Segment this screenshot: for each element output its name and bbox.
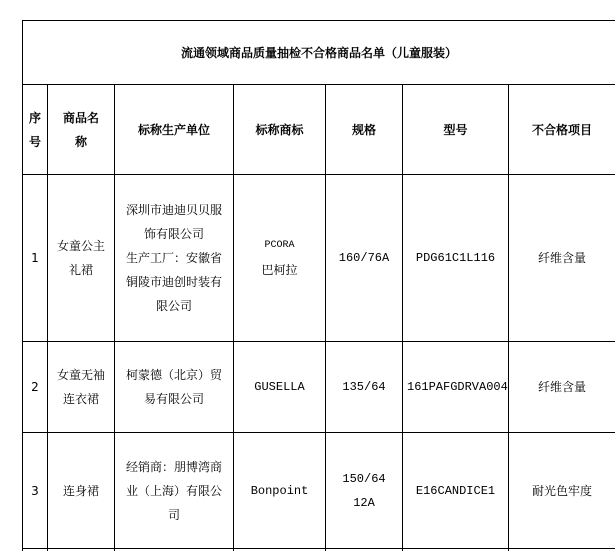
cell-seq: 3 [23,433,48,549]
cell-brand-line: GUSELLA [254,380,305,394]
header-product-name-line-1: 商品名 [62,110,99,125]
cell-manufacturer-line: 柯蒙德（北京）贸 [125,368,222,382]
table-row [23,175,615,342]
table-row [23,342,615,433]
cell-manufacturer-line: 司 [167,507,180,522]
cell-brand [234,433,326,549]
cell-product-name-line: 女童公主 [56,239,105,253]
cell-product-name [48,342,115,433]
document-sheet [22,20,615,551]
cell-product-name-line: 女童无袖 [56,368,105,382]
cell-brand-line: 巴柯拉 [261,263,298,277]
cell-model: E16CANDICE1 [403,433,509,549]
cell-model: PDG61C1L116 [403,175,509,342]
cell-manufacturer-line: 深圳市迪迪贝贝服 [125,203,222,217]
cell-manufacturer [115,175,234,342]
cell-manufacturer-line: 生产工厂：安徽省 [125,251,222,265]
cell-spec-line: 135/64 [342,380,386,394]
cell-spec-line: 12A [353,495,375,510]
table-title: 流通领域商品质量抽检不合格商品名单（儿童服装） [23,21,615,85]
cell-spec [326,342,403,433]
cell-product-name-line: 礼裙 [68,263,93,277]
header-row [23,85,615,175]
cell-failed-item: 纤维含量 [509,175,615,342]
cell-model: 161PAFGDRVA004 [403,342,509,433]
header-spec: 规格 [326,85,403,175]
header-seq-line-1: 序 [28,110,41,125]
header-seq [23,85,48,175]
cell-product-name-line: 连衣裙 [62,392,99,406]
cell-seq: 1 [23,175,48,342]
cell-product-name-line: 连身裙 [62,483,99,498]
header-product-name [48,85,115,175]
title-row [23,21,615,85]
nonconforming-products-table [22,20,615,551]
cell-brand [234,342,326,433]
cell-manufacturer-line: 业（上海）有限公 [125,483,222,498]
header-failed-item: 不合格项目 [509,85,615,175]
cell-seq: 2 [23,342,48,433]
cell-manufacturer [115,433,234,549]
header-seq-line-2: 号 [28,134,41,149]
table-row [23,433,615,549]
header-model: 型号 [403,85,509,175]
header-brand: 标称商标 [234,85,326,175]
cell-manufacturer-line: 饰有限公司 [143,227,204,241]
cell-spec-line: 160/76A [338,251,390,265]
cell-brand-line: Bonpoint [250,483,309,498]
cell-manufacturer-line: 限公司 [155,299,192,313]
cell-product-name [48,433,115,549]
header-product-name-line-2: 称 [74,134,87,149]
cell-spec-line: 150/64 [342,471,386,486]
cell-brand [234,175,326,342]
cell-product-name [48,175,115,342]
cell-failed-item: 纤维含量 [509,342,615,433]
cell-manufacturer-line: 易有限公司 [143,392,204,406]
cell-spec [326,433,403,549]
cell-spec [326,175,403,342]
cell-manufacturer [115,342,234,433]
cell-manufacturer-line: 铜陵市迪创时装有 [125,275,222,289]
cell-manufacturer-line: 经销商：朋博湾商 [125,459,222,474]
header-manufacturer: 标称生产单位 [115,85,234,175]
cell-failed-item: 耐光色牢度 [509,433,615,549]
cell-brand-line: PCORA [264,240,295,251]
